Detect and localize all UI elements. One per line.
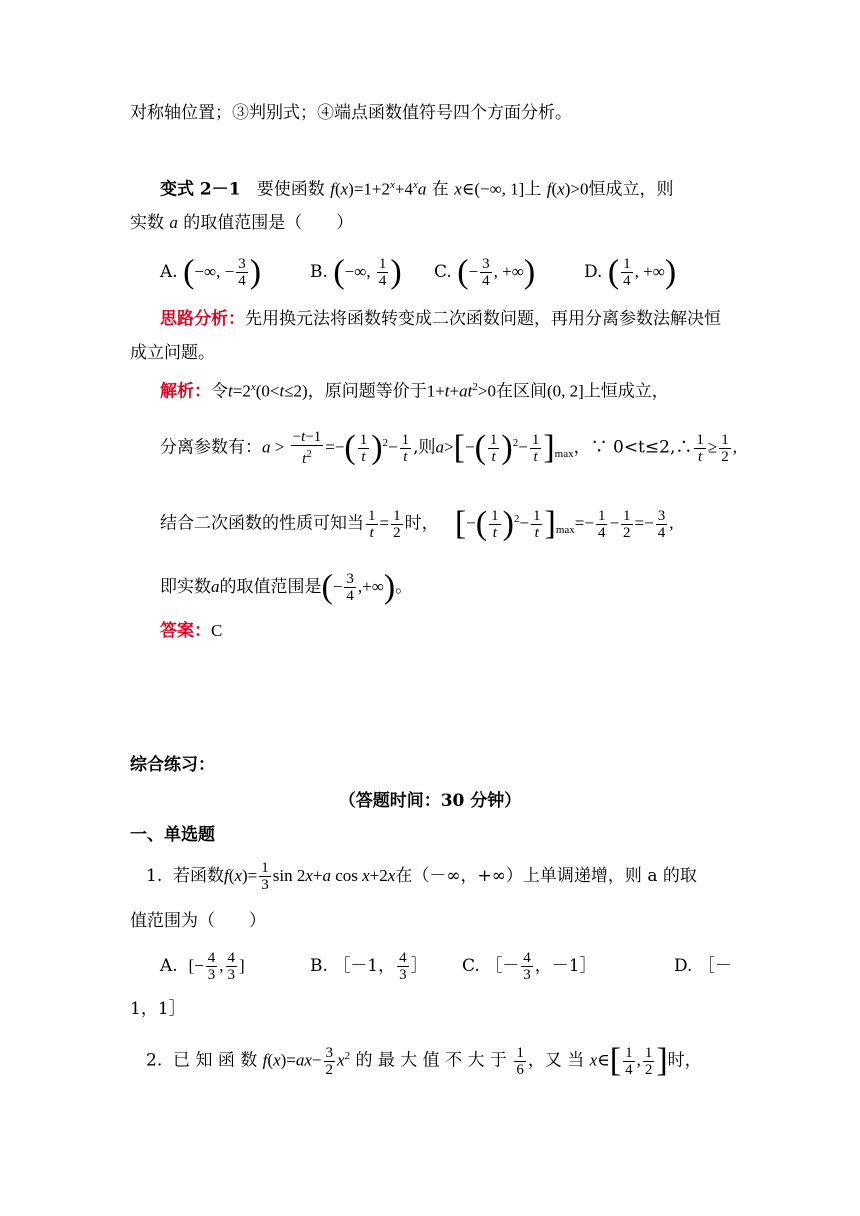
section-heading: 一、单选题: [130, 825, 215, 845]
variant-stem: 变式 2－1 要使函数 $f(x)=1+2^x+4^xa$ 在 x∈(−∞, 1]上 f(x)>0恒成立，则: [160, 179, 674, 200]
q1-option-d-wrap: 1，1］: [130, 999, 186, 1019]
variant-stem-line2: 实数 a 的取值范围是（ ）: [130, 213, 354, 233]
solution-text-l4b: 的取值范围是: [219, 577, 322, 597]
q2-text-b: 的 最 大 值 不 大 于: [355, 1050, 507, 1071]
answer-value: C: [211, 621, 223, 640]
solution-text-d: 上恒成立，: [583, 381, 669, 402]
analysis-label: 思路分析：: [160, 309, 245, 329]
solution-line2: 分离参数有：a > $\frac{-t-1}{t^2}$ =−( $\frac{1}{t}$ )$^2$− $\frac{1}{t}$ ,则a>[−( $\frac{1}{t}$ )$^2$− $\frac{1}{t}$ ]$_{max}$，∵ 0<t≤2,∴ $\frac{1}{t}$ ≥ $\frac{1}{2}$ ,: [160, 429, 737, 468]
q2-text-a: 已 知 函 数: [173, 1050, 258, 1071]
q1-option-a: A. [− $\frac{4}{3}$ , $\frac{4}{3}$ ]: [160, 950, 245, 983]
q1-option-b: B. ［－1， $\frac{4}{3}$ ］: [310, 950, 428, 983]
answer-line: [160, 618, 222, 644]
solution-text-l2c: ，∵ 0<t≤2,∴: [573, 437, 693, 458]
q2-number: 2.: [146, 1050, 163, 1071]
solution-text-l3: 结合二次函数的性质可知当: [160, 513, 364, 534]
variant-label: 变式 2－1: [160, 179, 241, 200]
variant-option-c: C. (− $\frac{3}{4}$ , +∞): [434, 253, 536, 291]
q1-text-a: 若函数: [173, 866, 225, 886]
q1-text-b: 在（－∞，+∞）上单调递增，则 a 的取: [395, 866, 697, 886]
practice-time: （答题时间：30 分钟）: [338, 791, 522, 811]
solution-line4: 即实数a的取值范围是(− $\frac{3}{4}$ ,+∞)。: [160, 568, 413, 606]
solution-text-l3b: 时，: [404, 513, 439, 534]
answer-label: 答案：: [160, 621, 211, 641]
variant-option-a: A. (−∞, − $\frac{3}{4}$ ): [160, 253, 262, 291]
q2-text-d: 时，: [667, 1050, 702, 1071]
solution-text-l2b: ,则: [413, 437, 436, 458]
variant-text-b: 在: [431, 179, 449, 200]
solution-line3: 结合二次函数的性质可知当 $\frac{1}{t}$ = $\frac{1}{2}$ 时， [−( $\frac{1}{t}$ )$^2$− $\frac{1}{t}$ ]$_{max}=-$ $\frac{1}{4}$ − $\frac{1}{2}$ =− $\frac{3}{4}$ ,: [160, 505, 674, 543]
q1-number: 1.: [146, 866, 163, 886]
solution-label: 解析：: [160, 381, 211, 402]
variant-text: 要使函数: [256, 179, 325, 200]
solution-text-l2: 分离参数有：: [160, 437, 262, 458]
analysis-line2: 成立问题。: [130, 343, 215, 363]
max-subscript-2: max: [555, 524, 575, 537]
intro-tail: 对称轴位置；③判别式；④端点函数值符号四个方面分析。: [130, 103, 572, 123]
q2-text-c: ，又 当: [527, 1050, 585, 1071]
solution-text-l4c: 。: [395, 577, 413, 597]
solution-text-b: ，原问题等价于: [307, 381, 427, 402]
variant-text-c: 上: [524, 179, 542, 200]
q1-stem: 1. 若函数f(x)= $\frac{1}{3}$ sin 2x+a cos x+2x在（－∞，+∞）上单调递增，则 a 的取: [146, 860, 697, 893]
max-subscript: max: [554, 448, 574, 461]
q1-options: [160, 944, 860, 988]
q1-option-d: D. ［－: [674, 956, 732, 976]
practice-heading: 综合练习：: [130, 755, 215, 775]
q1-stem-line2: 值范围为（ ）: [130, 911, 266, 931]
solution-text: 令: [211, 381, 228, 402]
analysis-text: 先用换元法将函数转变成二次函数问题，再用分离参数法解决恒: [245, 309, 721, 329]
variant-text-d: 恒成立，则: [588, 179, 674, 200]
q2-stem: 2. 已 知 函 数 f(x)=ax− $\frac{3}{2}$ $x^2$ 的 最 大 值 不 大 于 $\frac{1}{6}$ ，又 当 x∈[ $\frac{1}{4}$ , $\frac{1}{2}$ ]时，: [146, 1042, 702, 1080]
solution-line1: 解析：令$t=2^x(0<t\le 2)$，原问题等价于$1+t+at^2>0$在区间(0, 2]上恒成立，: [160, 381, 669, 402]
variant-option-d: D. ( $\frac{1}{4}$ , +∞): [584, 253, 677, 291]
solution-text-c: 在区间: [495, 381, 547, 402]
q1-option-c: C. ［－ $\frac{4}{3}$ ，－1］: [462, 950, 597, 983]
variant-option-b: B. (−∞, $\frac{1}{4}$ ): [310, 253, 402, 291]
analysis-line1: [160, 306, 721, 332]
solution-text-l4: 即实数: [160, 577, 211, 597]
variant-function: f: [330, 179, 335, 199]
